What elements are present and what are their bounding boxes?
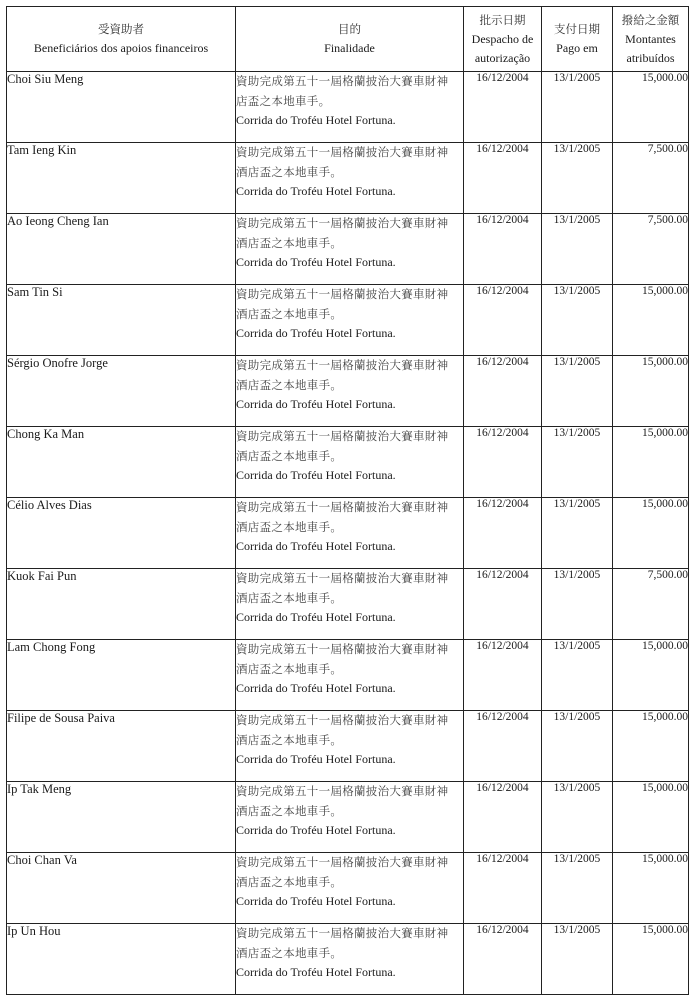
amount: 15,000.00	[613, 285, 689, 356]
purpose-zh-line2: 酒店盃之本地車手。	[236, 590, 343, 605]
purpose-zh-line2: 酒店盃之本地車手。	[236, 803, 343, 818]
table-row	[7, 924, 689, 995]
purpose-pt: Corrida do Troféu Hotel Fortuna.	[236, 539, 396, 553]
purpose-zh-line1: 資助完成第五十一屆格蘭披治大賽車財神	[236, 145, 449, 159]
beneficiary-name: Chong Ka Man	[7, 427, 236, 498]
authorization-date: 16/12/2004	[464, 285, 542, 356]
amount: 15,000.00	[613, 72, 689, 143]
purpose-zh-line1: 資助完成第五十一屆格蘭披治大賽車財神	[236, 855, 449, 869]
purpose-cell	[236, 498, 464, 569]
payment-date: 13/1/2005	[542, 72, 613, 143]
header-purpose	[236, 7, 464, 72]
purpose-zh-line1: 資助完成第五十一屆格蘭披治大賽車財神	[236, 784, 449, 798]
header-payment	[542, 7, 613, 72]
amount: 15,000.00	[613, 640, 689, 711]
purpose-zh-line2: 酒店盃之本地車手。	[236, 732, 343, 747]
amount: 15,000.00	[613, 498, 689, 569]
header-amount-pt1: Montantes	[625, 31, 676, 46]
table-row	[7, 640, 689, 711]
beneficiary-name: Ip Tak Meng	[7, 782, 236, 853]
purpose-cell	[236, 924, 464, 995]
purpose-zh-line1: 資助完成第五十一屆格蘭披治大賽車財神	[236, 358, 449, 372]
amount: 15,000.00	[613, 356, 689, 427]
purpose-cell	[236, 711, 464, 782]
authorization-date: 16/12/2004	[464, 711, 542, 782]
purpose-zh-line2: 酒店盃之本地車手。	[236, 874, 343, 889]
authorization-date: 16/12/2004	[464, 143, 542, 214]
table-row	[7, 214, 689, 285]
beneficiary-name: Ao Ieong Cheng Ian	[7, 214, 236, 285]
payment-date: 13/1/2005	[542, 924, 613, 995]
beneficiary-name: Lam Chong Fong	[7, 640, 236, 711]
purpose-zh-line2: 酒店盃之本地車手。	[236, 377, 343, 392]
purpose-zh-line1: 資助完成第五十一屆格蘭披治大賽車財神	[236, 216, 449, 230]
purpose-cell	[236, 853, 464, 924]
table-header	[7, 7, 689, 72]
purpose-cell	[236, 427, 464, 498]
purpose-cell	[236, 782, 464, 853]
authorization-date: 16/12/2004	[464, 924, 542, 995]
authorization-date: 16/12/2004	[464, 214, 542, 285]
table-row	[7, 782, 689, 853]
amount: 15,000.00	[613, 427, 689, 498]
header-authorization-zh: 批示日期	[479, 12, 526, 27]
purpose-pt: Corrida do Troféu Hotel Fortuna.	[236, 184, 396, 198]
authorization-date: 16/12/2004	[464, 640, 542, 711]
purpose-pt: Corrida do Troféu Hotel Fortuna.	[236, 610, 396, 624]
purpose-cell	[236, 72, 464, 143]
header-amount-pt2: atribuídos	[626, 50, 675, 65]
header-amount	[613, 7, 689, 72]
payment-date: 13/1/2005	[542, 569, 613, 640]
purpose-pt: Corrida do Troféu Hotel Fortuna.	[236, 752, 396, 766]
payment-date: 13/1/2005	[542, 214, 613, 285]
purpose-zh-line2: 酒店盃之本地車手。	[236, 661, 343, 676]
beneficiary-name: Choi Chan Va	[7, 853, 236, 924]
header-payment-pt: Pago em	[556, 41, 598, 55]
payment-date: 13/1/2005	[542, 285, 613, 356]
purpose-zh-line1: 資助完成第五十一屆格蘭披治大賽車財神	[236, 429, 449, 443]
header-row	[7, 7, 689, 72]
table-row	[7, 72, 689, 143]
payment-date: 13/1/2005	[542, 853, 613, 924]
header-authorization-pt2: autorização	[474, 50, 531, 65]
beneficiary-name: Choi Siu Meng	[7, 72, 236, 143]
beneficiary-name: Kuok Fai Pun	[7, 569, 236, 640]
table-body	[7, 72, 689, 995]
amount: 15,000.00	[613, 782, 689, 853]
purpose-pt: Corrida do Troféu Hotel Fortuna.	[236, 823, 396, 837]
purpose-zh-line1: 資助完成第五十一屆格蘭披治大賽車財神	[236, 926, 449, 940]
purpose-zh-line1: 資助完成第五十一屆格蘭披治大賽車財神	[236, 287, 449, 301]
authorization-date: 16/12/2004	[464, 569, 542, 640]
purpose-zh-line2: 店盃之本地車手。	[236, 93, 331, 108]
table-row	[7, 285, 689, 356]
authorization-date: 16/12/2004	[464, 782, 542, 853]
payment-date: 13/1/2005	[542, 498, 613, 569]
purpose-zh-line2: 酒店盃之本地車手。	[236, 164, 343, 179]
beneficiary-name: Célio Alves Dias	[7, 498, 236, 569]
purpose-cell	[236, 285, 464, 356]
purpose-cell	[236, 214, 464, 285]
beneficiary-name: Sérgio Onofre Jorge	[7, 356, 236, 427]
purpose-cell	[236, 640, 464, 711]
payment-date: 13/1/2005	[542, 356, 613, 427]
amount: 7,500.00	[613, 143, 689, 214]
purpose-zh-line2: 酒店盃之本地車手。	[236, 519, 343, 534]
payment-date: 13/1/2005	[542, 427, 613, 498]
header-beneficiary-pt: Beneficiários dos apoios financeiros	[33, 41, 209, 55]
payment-date: 13/1/2005	[542, 640, 613, 711]
beneficiary-name: Sam Tin Si	[7, 285, 236, 356]
authorization-date: 16/12/2004	[464, 427, 542, 498]
amount: 7,500.00	[613, 569, 689, 640]
beneficiary-name: Tam Ieng Kin	[7, 143, 236, 214]
purpose-zh-line1: 資助完成第五十一屆格蘭披治大賽車財神	[236, 642, 449, 656]
authorization-date: 16/12/2004	[464, 853, 542, 924]
authorization-date: 16/12/2004	[464, 356, 542, 427]
purpose-pt: Corrida do Troféu Hotel Fortuna.	[236, 894, 396, 908]
purpose-zh-line1: 資助完成第五十一屆格蘭披治大賽車財神	[236, 571, 449, 585]
purpose-pt: Corrida do Troféu Hotel Fortuna.	[236, 326, 396, 340]
table-row	[7, 569, 689, 640]
purpose-zh-line2: 酒店盃之本地車手。	[236, 945, 343, 960]
purpose-cell	[236, 569, 464, 640]
purpose-pt: Corrida do Troféu Hotel Fortuna.	[236, 255, 396, 269]
purpose-cell	[236, 356, 464, 427]
authorization-date: 16/12/2004	[464, 72, 542, 143]
purpose-zh-line1: 資助完成第五十一屆格蘭披治大賽車財神	[236, 713, 449, 727]
purpose-zh-line1: 資助完成第五十一屆格蘭披治大賽車財神	[236, 500, 449, 514]
purpose-cell	[236, 143, 464, 214]
purpose-zh-line2: 酒店盃之本地車手。	[236, 448, 343, 463]
purpose-pt: Corrida do Troféu Hotel Fortuna.	[236, 113, 396, 127]
header-authorization	[464, 7, 542, 72]
purpose-pt: Corrida do Troféu Hotel Fortuna.	[236, 681, 396, 695]
payment-date: 13/1/2005	[542, 711, 613, 782]
purpose-pt: Corrida do Troféu Hotel Fortuna.	[236, 965, 396, 979]
authorization-date: 16/12/2004	[464, 498, 542, 569]
header-beneficiary	[7, 7, 236, 72]
amount: 15,000.00	[613, 853, 689, 924]
header-amount-zh: 撥給之金額	[621, 12, 680, 27]
table-row	[7, 853, 689, 924]
table-row	[7, 427, 689, 498]
amount: 15,000.00	[613, 711, 689, 782]
header-authorization-pt1: Despacho de	[471, 31, 534, 46]
purpose-pt: Corrida do Troféu Hotel Fortuna.	[236, 397, 396, 411]
purpose-pt: Corrida do Troféu Hotel Fortuna.	[236, 468, 396, 482]
beneficiary-name: Ip Un Hou	[7, 924, 236, 995]
purpose-zh-line1: 資助完成第五十一屆格蘭披治大賽車財神	[236, 74, 449, 88]
amount: 7,500.00	[613, 214, 689, 285]
grants-table	[6, 6, 689, 995]
payment-date: 13/1/2005	[542, 782, 613, 853]
header-purpose-pt: Finalidade	[324, 41, 375, 55]
table-row	[7, 356, 689, 427]
purpose-zh-line2: 酒店盃之本地車手。	[236, 235, 343, 250]
header-beneficiary-zh: 受資助者	[98, 22, 144, 36]
table-row	[7, 711, 689, 782]
beneficiary-name: Filipe de Sousa Paiva	[7, 711, 236, 782]
table-row	[7, 498, 689, 569]
payment-date: 13/1/2005	[542, 143, 613, 214]
header-payment-zh: 支付日期	[554, 22, 600, 36]
header-purpose-zh: 目的	[338, 22, 361, 36]
table-row	[7, 143, 689, 214]
purpose-zh-line2: 酒店盃之本地車手。	[236, 306, 343, 321]
amount: 15,000.00	[613, 924, 689, 995]
